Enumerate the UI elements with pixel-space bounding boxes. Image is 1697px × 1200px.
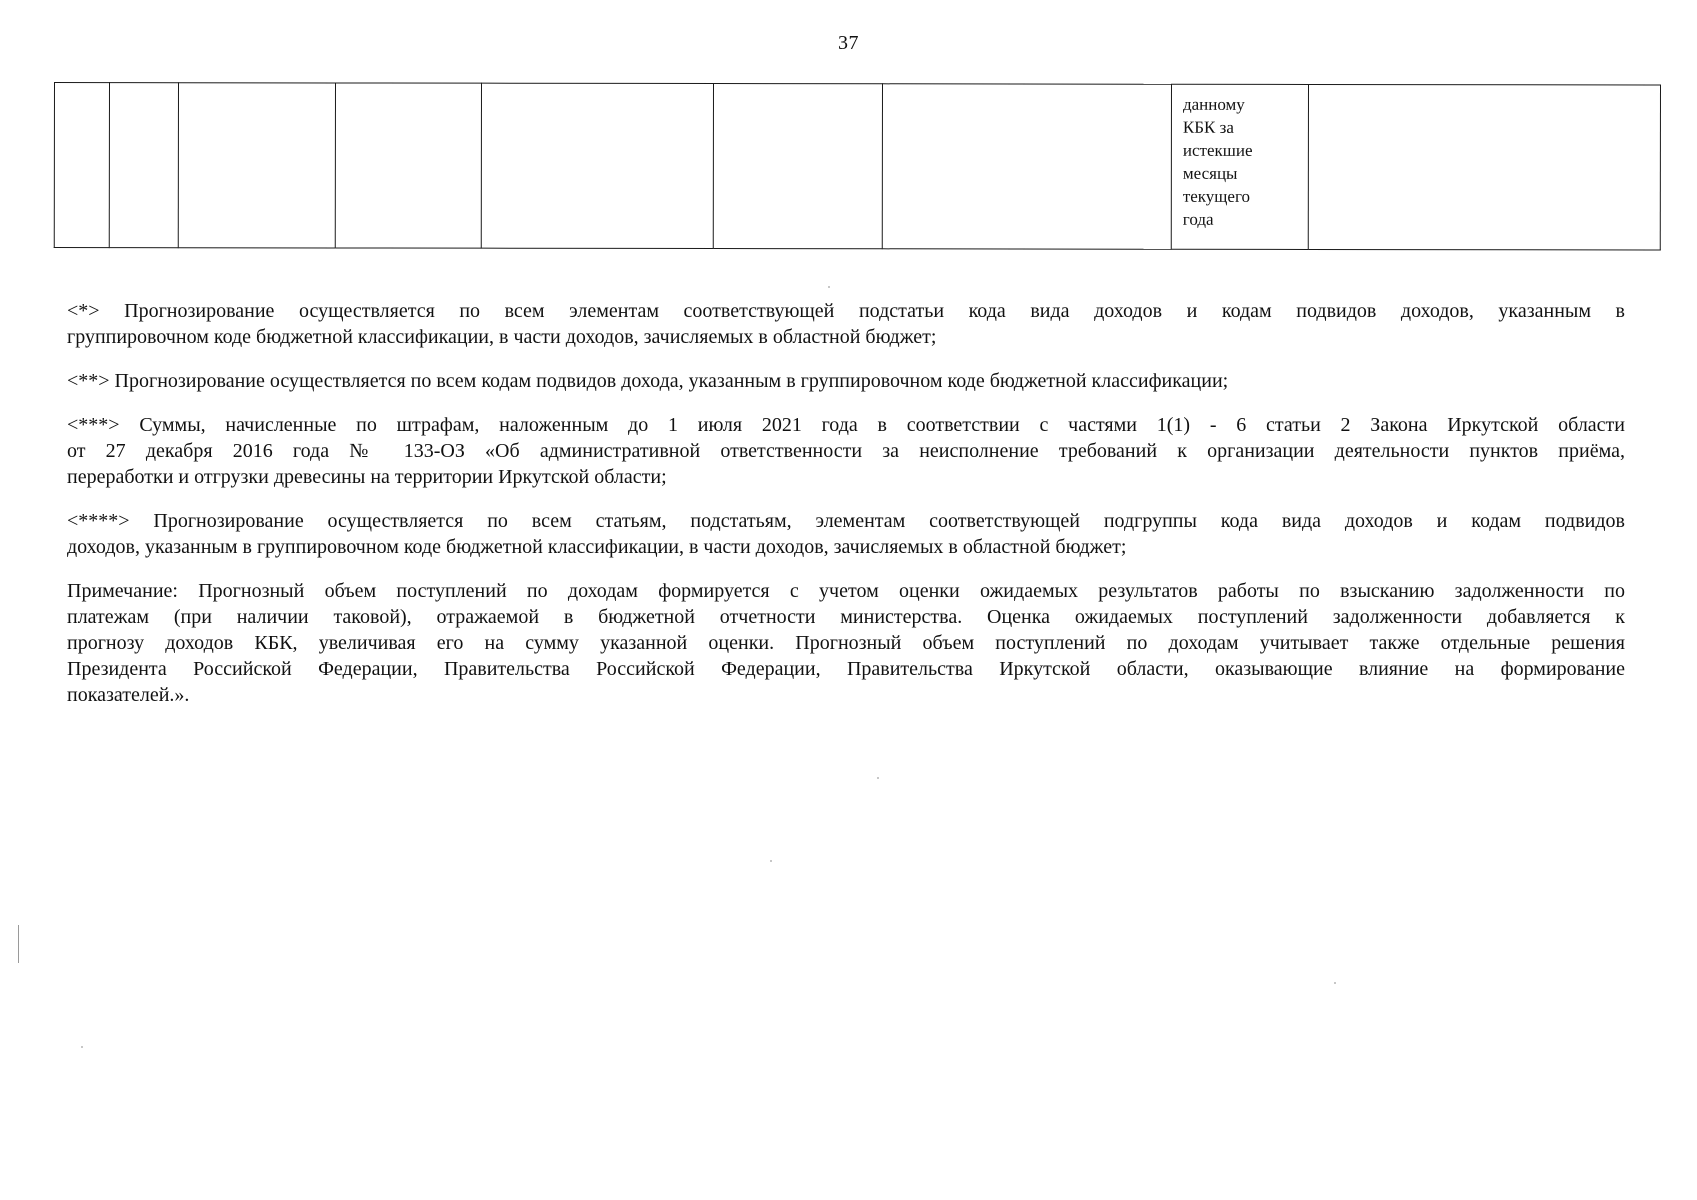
scan-artifact-dot xyxy=(828,286,830,288)
footnote-line: <****> Прогнозирование осуществляется по всем статьям, подстатьям, элементам соответствующей подгруппы кода вида доходов и кодам подвидов xyxy=(67,510,1625,532)
cell-text-line: месяцы xyxy=(1182,163,1238,183)
cell-text-line: истекшие xyxy=(1182,140,1253,160)
footnote-4 xyxy=(67,508,1625,560)
table-cell-5 xyxy=(481,83,713,248)
scan-artifact-dot xyxy=(1334,982,1336,984)
footnote-line: <*> Прогнозирование осуществляется по всем элементам соответствующей подстатьи кода вида доходов и кодам подвидов доходов, указанным в xyxy=(67,300,1625,322)
footnote-line: Примечание: Прогнозный объем поступлений по доходам формируется с учетом оценки ожидаемых результатов работы по взысканию задолженности по xyxy=(67,580,1625,602)
table-row xyxy=(54,83,1660,251)
table-cell-2 xyxy=(109,83,178,248)
footnote-line: <**> Прогнозирование осуществляется по всем кодам подвидов дохода, указанным в группировочном коде бюджетной классификации; xyxy=(67,370,1229,392)
footnote-line: прогнозу доходов КБК, увеличивая его на сумму указанной оценки. Прогнозный объем поступлений по доходам учитывает также отдельные решения xyxy=(67,632,1625,654)
footnote-line: от 27 декабря 2016 года № 133-ОЗ «Об административной ответственности за неисполнение требований к организации деятельности пунктов приёма, xyxy=(67,440,1625,462)
table-cell-7 xyxy=(882,84,1171,249)
continuation-table xyxy=(54,82,1661,251)
table-cell-4 xyxy=(335,83,481,248)
footnote-line: группировочном коде бюджетной классификации, в части доходов, зачисляемых в областной бюджет; xyxy=(67,326,937,348)
scan-artifact-dot xyxy=(770,860,772,862)
cell-text-line: КБК за xyxy=(1182,117,1234,137)
footnote-1 xyxy=(67,298,1625,350)
footnote-line: платежам (при наличии таковой), отражаемой в бюджетной отчетности министерства. Оценка ожидаемых поступлений задолженности добавляется к xyxy=(67,606,1625,628)
footnote-line: показателей.». xyxy=(67,684,190,706)
table-cell-3 xyxy=(178,83,335,248)
footnote-line: переработки и отгрузки древесины на территории Иркутской области; xyxy=(67,466,667,488)
footnote-line: <***> Суммы, начисленные по штрафам, наложенным до 1 июля 2021 года в соответствии с частями 1(1) - 6 статьи 2 Закона Иркутской области xyxy=(67,414,1625,436)
footnote-line: Президента Российской Федерации, Правительства Российской Федерации, Правительства Иркутской области, оказывающие влияние на формирование xyxy=(67,658,1625,680)
table-cell-8 xyxy=(1171,84,1308,249)
table-cell-9 xyxy=(1308,84,1660,250)
page-number: 37 xyxy=(838,32,859,54)
footnote-2 xyxy=(67,368,1625,394)
cell-text-line: текущего xyxy=(1182,186,1251,206)
note-remark xyxy=(67,578,1625,708)
table-cell-6 xyxy=(713,84,882,249)
footnotes xyxy=(67,298,1625,726)
scan-artifact-dot xyxy=(81,1046,83,1048)
footnote-line: доходов, указанным в группировочном коде бюджетной классификации, в части доходов, зачисляемых в областной бюджет; xyxy=(67,536,1127,558)
cell-text-line: года xyxy=(1182,209,1214,229)
scan-artifact-line xyxy=(18,925,19,963)
table-cell-1 xyxy=(54,83,109,248)
cell-text-line: данному xyxy=(1182,94,1245,114)
footnote-3 xyxy=(67,412,1625,490)
scan-artifact-dot xyxy=(877,777,879,779)
